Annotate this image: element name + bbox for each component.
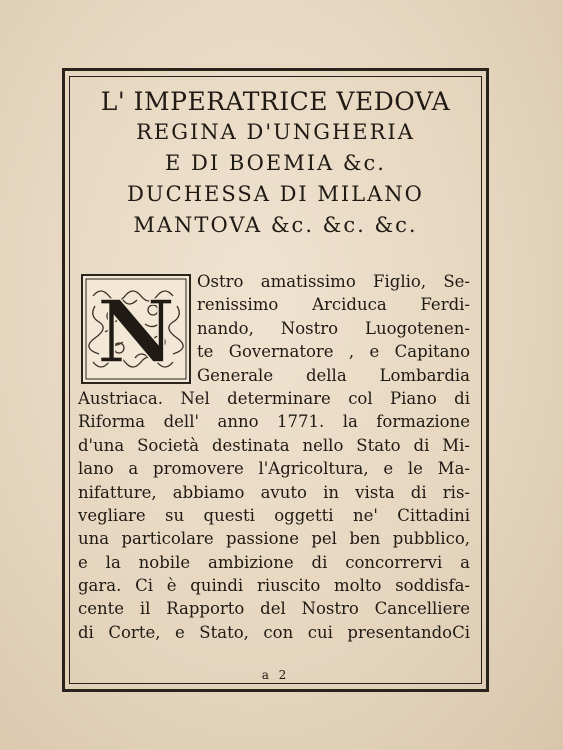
body-line: vegliare su questi oggetti ne' Cittadini	[78, 505, 470, 525]
body-line: te Governatore , e Capitano	[197, 342, 470, 362]
body-line: una particolare passione pel ben pubblico,	[78, 529, 470, 549]
title-line-4: DUCHESSA DI MILANO	[127, 182, 424, 206]
svg-text:N: N	[96, 282, 176, 382]
title-line-1: L' IMPERATRICE VEDOVA	[100, 87, 451, 116]
body-line: e la nobile ambizione di concorrervi a	[78, 552, 470, 572]
title-line-5: MANTOVA &c. &c. &c.	[133, 213, 418, 237]
body-line: d'una Società destinata nello Stato di Mi-	[78, 435, 470, 455]
body-line: gara. Ci è quindi riuscito molto soddisfa-	[78, 576, 470, 596]
body-line: nando, Nostro Luogotenen-	[197, 318, 470, 338]
body-line: cente il Rapporto del Nostro Cancelliere	[78, 599, 470, 619]
body-text	[78, 270, 470, 644]
title-line-2: REGINA D'UNGHERIA	[136, 120, 415, 144]
body-line: renissimo Arciduca Ferdi-	[197, 295, 470, 315]
body-line: di Corte, e Stato, con cui presentandoCi	[78, 622, 470, 642]
signature-mark: a 2	[261, 668, 290, 682]
body-line: nifatture, abbiamo avuto in vista di ris-	[78, 482, 470, 502]
title-line-3: E DI BOEMIA &c.	[165, 151, 386, 175]
body-line: Riforma dell' anno 1771. la formazione	[78, 412, 470, 432]
title-block	[69, 86, 482, 241]
body-line: lano a promovere l'Agricoltura, e le Ma-	[78, 459, 470, 479]
body-line: Austriaca. Nel determinare col Piano di	[78, 388, 470, 408]
body-line: Generale della Lombardia	[197, 365, 470, 385]
body-line: Ostro amatissimo Figlio, Se-	[197, 272, 470, 291]
